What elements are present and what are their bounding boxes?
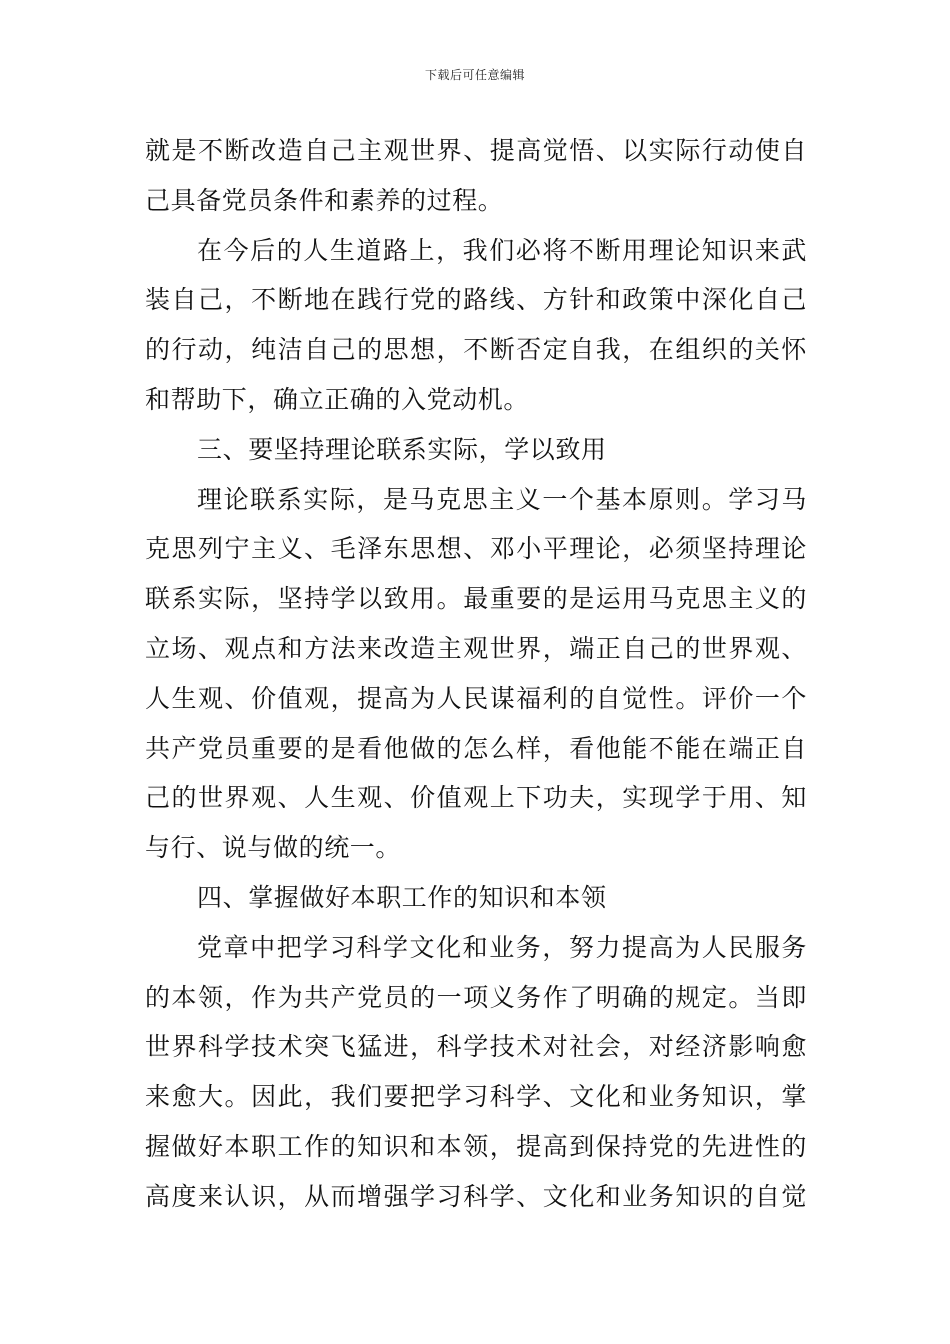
paragraph-line-21: 握做好本职工作的知识和本领，提高到保持党的先进性的 [145,1131,807,1161]
document-body [145,126,807,1222]
page-header-note: 下载后可任意编辑 [424,68,525,82]
paragraph-line-12: 人生观、价值观，提高为人民谋福利的自觉性。评价一个 [145,683,807,713]
paragraph-line-3: 在今后的人生道路上，我们必将不断用理论知识来武 [197,235,807,265]
section-heading-4: 四、掌握做好本职工作的知识和本领 [197,882,607,912]
paragraph-line-14: 己的世界观、人生观、价值观上下功夫，实现学于用、知 [145,783,807,813]
paragraph-line-17: 党章中把学习科学文化和业务，努力提高为人民服务 [197,932,807,962]
paragraph-line-19: 世界科学技术突飞猛进，科学技术对社会，对经济影响愈 [145,1032,807,1062]
paragraph-line-13: 共产党员重要的是看他做的怎么样，看他能不能在端正自 [145,733,807,763]
paragraph-line-18: 的本领，作为共产党员的一项义务作了明确的规定。当即 [145,982,807,1012]
paragraph-line-15: 与行、说与做的统一。 [145,833,402,863]
section-heading-3: 三、要坚持理论联系实际，学以致用 [197,434,607,464]
paragraph-line-8: 理论联系实际，是马克思主义一个基本原则。学习马 [197,484,807,514]
paragraph-line-5: 的行动，纯洁自己的思想，不断否定自我，在组织的关怀 [145,335,807,365]
paragraph-line-10: 联系实际，坚持学以致用。最重要的是运用马克思主义的 [145,584,807,614]
paragraph-line-22: 高度来认识，从而增强学习科学、文化和业务知识的自觉 [145,1181,807,1211]
paragraph-line-1: 就是不断改造自己主观世界、提高觉悟、以实际行动使自 [145,136,807,165]
paragraph-line-2: 己具备党员条件和素养的过程。 [145,185,504,215]
paragraph-line-11: 立场、观点和方法来改造主观世界，端正自己的世界观、 [145,633,807,663]
paragraph-line-6: 和帮助下，确立正确的入党动机。 [145,384,530,414]
paragraph-line-20: 来愈大。因此，我们要把学习科学、文化和业务知识，掌 [145,1082,807,1112]
paragraph-line-9: 克思列宁主义、毛泽东思想、邓小平理论，必须坚持理论 [145,534,807,564]
paragraph-line-4: 装自己，不断地在践行党的路线、方针和政策中深化自己 [145,285,807,315]
